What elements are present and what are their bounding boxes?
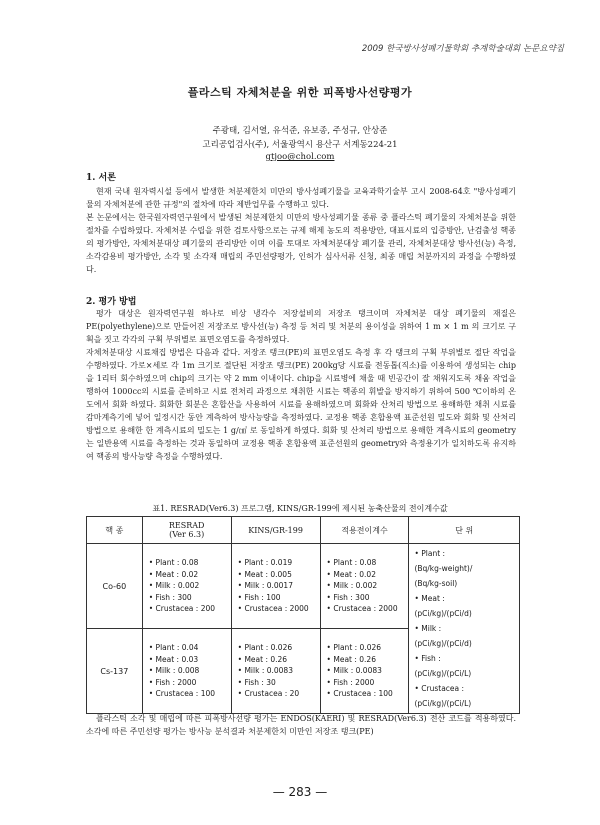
header-nuclide: 핵 종 <box>87 517 143 544</box>
section-2-heading: 2. 평가 방법 <box>86 297 137 307</box>
table-cell-item: • Fish : 300 <box>327 592 408 604</box>
nuclide-cs137: Cs-137 <box>87 629 143 714</box>
table-cell-item: • Milk : 0.0083 <box>327 665 408 677</box>
table-cell-item: • Plant : 0.08 <box>327 557 408 569</box>
unit-plant-label: • Plant : <box>414 546 518 561</box>
transfer-coefficient-table <box>86 516 520 714</box>
table-cell-item: • Fish : 300 <box>149 592 230 604</box>
table-caption: 표1. RESRAD(Ver6.3) 프로그램, KINS/GR-199에 제시된 농축산물의 전이계수값 <box>152 504 448 513</box>
header-kins: KINS/GR-199 <box>231 517 320 544</box>
unit-fish-value: (pCi/kg)/(pCi/L) <box>414 669 472 678</box>
unit-milk-label: • Milk : <box>414 621 518 636</box>
header-applied: 적용전이계수 <box>320 517 409 544</box>
table-cell-item: • Plant : 0.026 <box>327 642 408 654</box>
table-cell-item: • Fish : 2000 <box>149 677 230 689</box>
paper-title: 플라스틱 자체처분을 위한 피폭방사선량평가 <box>187 86 413 99</box>
table-cell-item: • Crustacea : 2000 <box>238 603 319 615</box>
table-cell-item: • Plant : 0.04 <box>149 642 230 654</box>
table-cell-item: • Milk : 0.008 <box>149 665 230 677</box>
table-cell-item: • Meat : 0.26 <box>238 654 319 666</box>
table-cell-item: • Crustacea : 100 <box>149 688 230 700</box>
table-cell-item: • Crustacea : 200 <box>149 603 230 615</box>
co60-resrad-values <box>142 544 231 629</box>
table-cell-item: • Fish : 2000 <box>327 677 408 689</box>
table-cell-item: • Meat : 0.02 <box>327 569 408 581</box>
section-2-paragraph-1: 평가 대상은 원자력연구원 하나로 비상 냉각수 저장설비의 저장조 탱크이며 자체처분 대상 폐기물의 재질은 PE(polyethylene)으로 만들어진 저장조로 방사선(능) 측정 등 처리 및 처분의 용이성을 위하여 1 m × 1 m 의 크기로 구획을 짓고 각각의 구획 부위별로 표면오염도를 측정하였다. <box>86 309 516 344</box>
post-table-paragraph: 플라스틱 소각 및 매립에 따른 피폭방사선량 평가는 ENDOS(KAERI) 및 RESRAD(Ver6.3) 전산 코드를 적용하였다. 소각에 따른 주민선량 평가는 방사능 분석결과 처분제한치 미만인 저장조 탱크(PE) <box>86 714 516 736</box>
table-cell-item: • Milk : 0.002 <box>149 580 230 592</box>
table-cell-item: • Meat : 0.005 <box>238 569 319 581</box>
affiliation: 고리공업검사(주), 서울광역시 용산구 서계동224-21 <box>202 140 398 150</box>
table-cell-item: • Crustacea : 20 <box>238 688 319 700</box>
page-number: — 283 — <box>272 785 328 799</box>
unit-plant-line2: (Bq/kg-soil) <box>414 579 458 588</box>
unit-meat-label: • Meat : <box>414 591 518 606</box>
cs137-applied-values <box>320 629 409 714</box>
running-head: 2009 한국방사성폐기물학회 추계학술대회 논문요약집 <box>361 44 564 54</box>
author-email: gtjoo@chol.com <box>265 152 335 162</box>
table-cell-item: • Plant : 0.08 <box>149 557 230 569</box>
co60-applied-values <box>320 544 409 629</box>
co60-kins-values <box>231 544 320 629</box>
unit-fish-label: • Fish : <box>414 651 518 666</box>
table-cell-item: • Meat : 0.03 <box>149 654 230 666</box>
table-cell-item: • Milk : 0.0083 <box>238 665 319 677</box>
cs137-resrad-values <box>142 629 231 714</box>
table-header-row <box>87 517 520 544</box>
unit-crustacea-value: (pCi/kg)/(pCi/L) <box>414 699 472 708</box>
table-cell-item: • Crustacea : 100 <box>327 688 408 700</box>
table-row-co60 <box>87 544 520 629</box>
header-resrad <box>142 517 231 544</box>
unit-plant-line1: (Bq/kg-weight)/ <box>414 564 473 573</box>
section-1-paragraph-2: 본 논문에서는 한국원자력연구원에서 발생된 처분제한치 미만의 방사성폐기물 종류 중 플라스틱 폐기물의 자체처분을 위한 절차를 수립하였다. 자체처분 수립을 위한 검토사항으로는 규제 해제 농도의 적용방안, 대표시료의 입증방안, 난검출성 핵종의 평가방안, 자체처분대상 폐기물의 관리방안 이며 이를 토대로 자체처분대상 폐기물 관리, 자체처분대상 방사선(능) 측정, 소각감용비 평가방안, 소각 및 소각재 매립의 주민선량평가, 인허가 심사서류 신청, 최종 매립 처분까지의 과정을 수행하였다. <box>86 213 516 274</box>
author-list: 주광태, 김서열, 유석준, 유보종, 주성규, 안상준 <box>212 126 388 136</box>
section-1-heading: 1. 서론 <box>86 173 116 183</box>
nuclide-co60: Co-60 <box>87 544 143 629</box>
table-cell-item: • Meat : 0.02 <box>149 569 230 581</box>
section-1-paragraph-1: 현재 국내 원자력시설 등에서 발생한 처분제한치 미만의 방사성폐기물을 교육과학기술부 고시 2008-64호 "방사성폐기물의 자체처분에 관한 규정"의 절차에 따라 제반업무를 수행하고 있다. <box>86 187 516 209</box>
table-cell-item: • Milk : 0.002 <box>327 580 408 592</box>
cs137-kins-values <box>231 629 320 714</box>
table-cell-item: • Fish : 30 <box>238 677 319 689</box>
unit-column <box>409 544 520 714</box>
header-resrad-line2: (Ver 6.3) <box>169 530 205 539</box>
table-cell-item: • Fish : 100 <box>238 592 319 604</box>
table-cell-item: • Milk : 0.0017 <box>238 580 319 592</box>
header-resrad-line1: RESRAD <box>168 521 205 530</box>
header-unit: 단 위 <box>409 517 520 544</box>
section-2-paragraph-2: 자체처분대상 시료채집 방법은 다음과 같다. 저장조 탱크(PE)의 표면오염도 측정 후 각 탱크의 구획 부위별로 절단 작업을 수행하였다. 가로×세로 각 1m 크기로 절단된 저장조 탱크(PE) 200kg당 시료를 전동톱(직소)를 이용하여 생성되는 chip을 1리터 회수하였으며 chip의 크기는 약 2 mm 이내이다. chip을 시료병에 채울 때 빈공간이 잘 채워지도록 채움 작업을 행하여 1000cc의 시료를 준비하고 시료 전처리 과정으로 채취한 시료는 핵종의 휘발을 방지하기 위하여 500 ℃이하의 온도에서 회화 하였다. 회화한 회분은 혼합산을 사용하여 시료를 용해하였으며 회화와 산처리 방법으로 용해하한 채취 시료를 감마계측기에 넣어 일정시간 동안 계측하여 방사능량을 측정하였다. 교정용 핵종 혼합용액 표준선원 밀도와 회화 및 산처리 방법으로 용해한 한 계측시료의 밀도는 1 g/㎤ 로 동일하게 하였다. 회화 및 산처리 방법으로 용해한 계측시료의 geometry는 일반용액 시료를 측정하는 것과 동일하며 교정용 핵종 혼합용액 표준선원의 geometry와 측정용기가 일치하도록 유지하여 핵종의 방사능량 측정을 수행하였다. <box>86 348 516 461</box>
unit-milk-value: (pCi/kg)/(pCi/d) <box>414 639 472 648</box>
table-cell-item: • Plant : 0.019 <box>238 557 319 569</box>
table-cell-item: • Plant : 0.026 <box>238 642 319 654</box>
table-cell-item: • Meat : 0.26 <box>327 654 408 666</box>
table-cell-item: • Crustacea : 2000 <box>327 603 408 615</box>
unit-crustacea-label: • Crustacea : <box>414 681 518 696</box>
unit-meat-value: (pCi/kg)/(pCi/d) <box>414 609 472 618</box>
